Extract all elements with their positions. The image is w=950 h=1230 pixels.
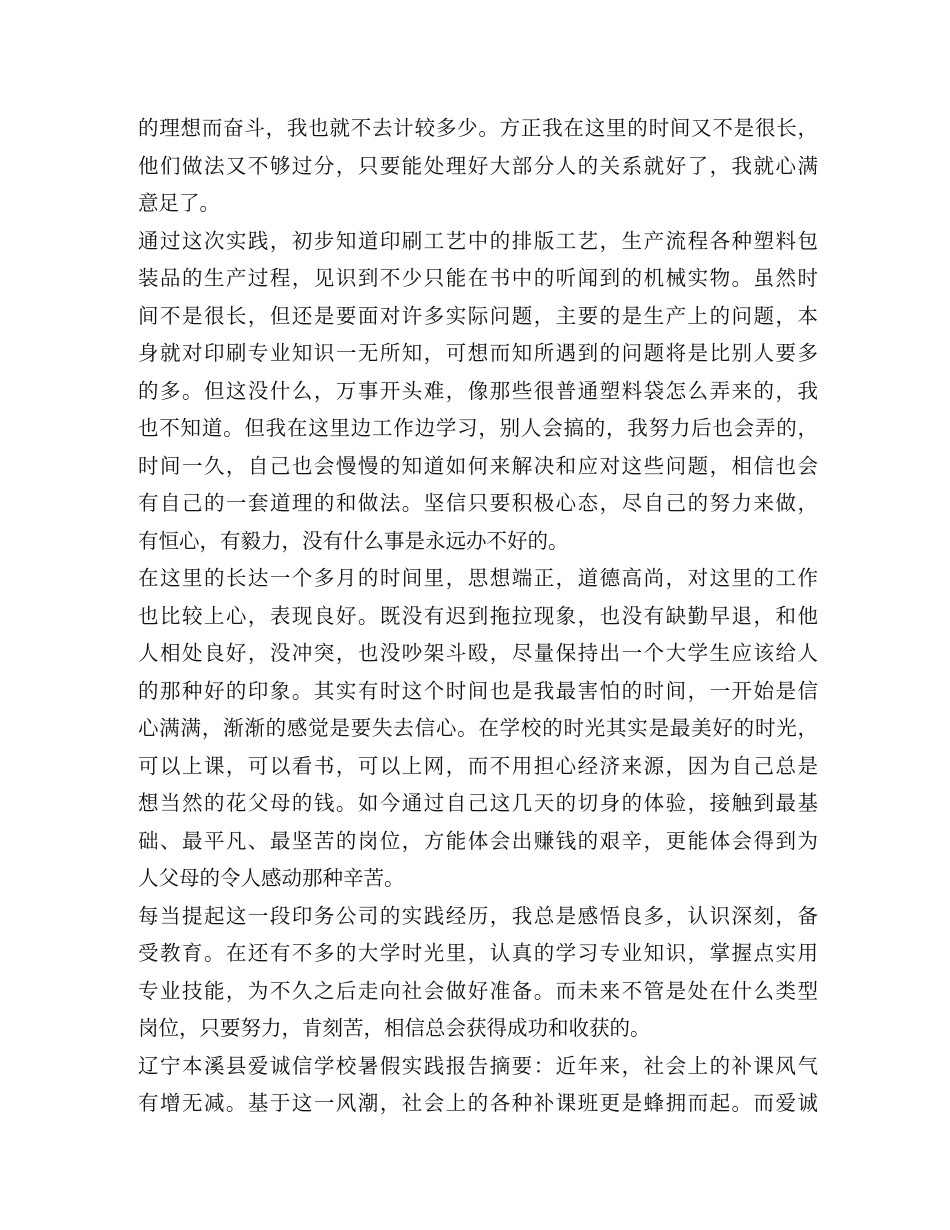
- text-line: 岗位，只要努力，肯刻苦，相信总会获得成功和收获的。: [138, 1016, 651, 1040]
- text-line: 的多。但这没什么，万事开头难，像那些很普通塑料袋怎么弄来的，我: [138, 378, 818, 403]
- text-line: 有增无减。基于这一风潮，社会上的各种补课班更是蜂拥而起。而爱诚: [138, 1091, 818, 1115]
- text-line: 通过这次实践，初步知道印刷工艺中的排版工艺，生产流程各种塑料包: [138, 228, 818, 253]
- text-line: 也不知道。但我在这里边工作边学习，别人会搞的，我努力后也会弄的，: [138, 416, 818, 440]
- text-line: 心满满，渐渐的感觉是要失去信心。在学校的时光其实是最美好的时光，: [138, 716, 818, 740]
- text-line: 专业技能，为不久之后走向社会做好准备。而未来不管是处在什么类型: [138, 978, 818, 1003]
- text-line: 想当然的花父母的钱。如今通过自己这几天的切身的体验，接触到最基: [138, 791, 818, 815]
- text-line: 装品的生产过程，见识到不少只能在书中的听闻到的机械实物。虽然时: [138, 266, 818, 290]
- text-line: 在这里的长达一个多月的时间里，思想端正，道德高尚，对这里的工作: [138, 566, 818, 590]
- text-line: 间不是很长，但还是要面对许多实际问题，主要的是生产上的问题，本: [138, 303, 818, 328]
- text-line: 的那种好的印象。其实有时这个时间也是我最害怕的时间，一开始是信: [138, 678, 818, 703]
- text-line: 意足了。: [138, 191, 220, 215]
- text-line: 有自己的一套道理的和做法。坚信只要积极心态，尽自己的努力来做，: [138, 491, 818, 515]
- text-line: 时间一久，自己也会慢慢的知道如何来解决和应对这些问题，相信也会: [138, 453, 818, 478]
- text-line: 每当提起这一段印务公司的实践经历，我总是感悟良多，认识深刻，备: [138, 903, 818, 928]
- text-line: 辽宁本溪县爱诚信学校暑假实践报告摘要：近年来，社会上的补课风气: [138, 1053, 818, 1078]
- document-body: [138, 110, 818, 1123]
- text-line: 的理想而奋斗，我也就不去计较多少。方正我在这里的时间又不是很长，: [138, 116, 818, 140]
- text-line: 可以上课，可以看书，可以上网，而不用担心经济来源，因为自己总是: [138, 753, 818, 778]
- text-line: 人相处良好，没冲突，也没吵架斗殴，尽量保持出一个大学生应该给人: [138, 641, 818, 665]
- text-line: 有恒心，有毅力，没有什么事是永远办不好的。: [138, 528, 569, 553]
- text-line: 他们做法又不够过分，只要能处理好大部分人的关系就好了，我就心满: [138, 153, 818, 178]
- text-line: 人父母的令人感动那种辛苦。: [138, 866, 405, 890]
- text-line: 受教育。在还有不多的大学时光里，认真的学习专业知识，掌握点实用: [138, 941, 818, 965]
- text-line: 身就对印刷专业知识一无所知，可想而知所遇到的问题将是比别人要多: [138, 341, 818, 365]
- text-line: 础、最平凡、最坚苦的岗位，方能体会出赚钱的艰辛，更能体会得到为: [138, 828, 818, 853]
- text-line: 也比较上心，表现良好。既没有迟到拖拉现象，也没有缺勤早退，和他: [138, 603, 818, 628]
